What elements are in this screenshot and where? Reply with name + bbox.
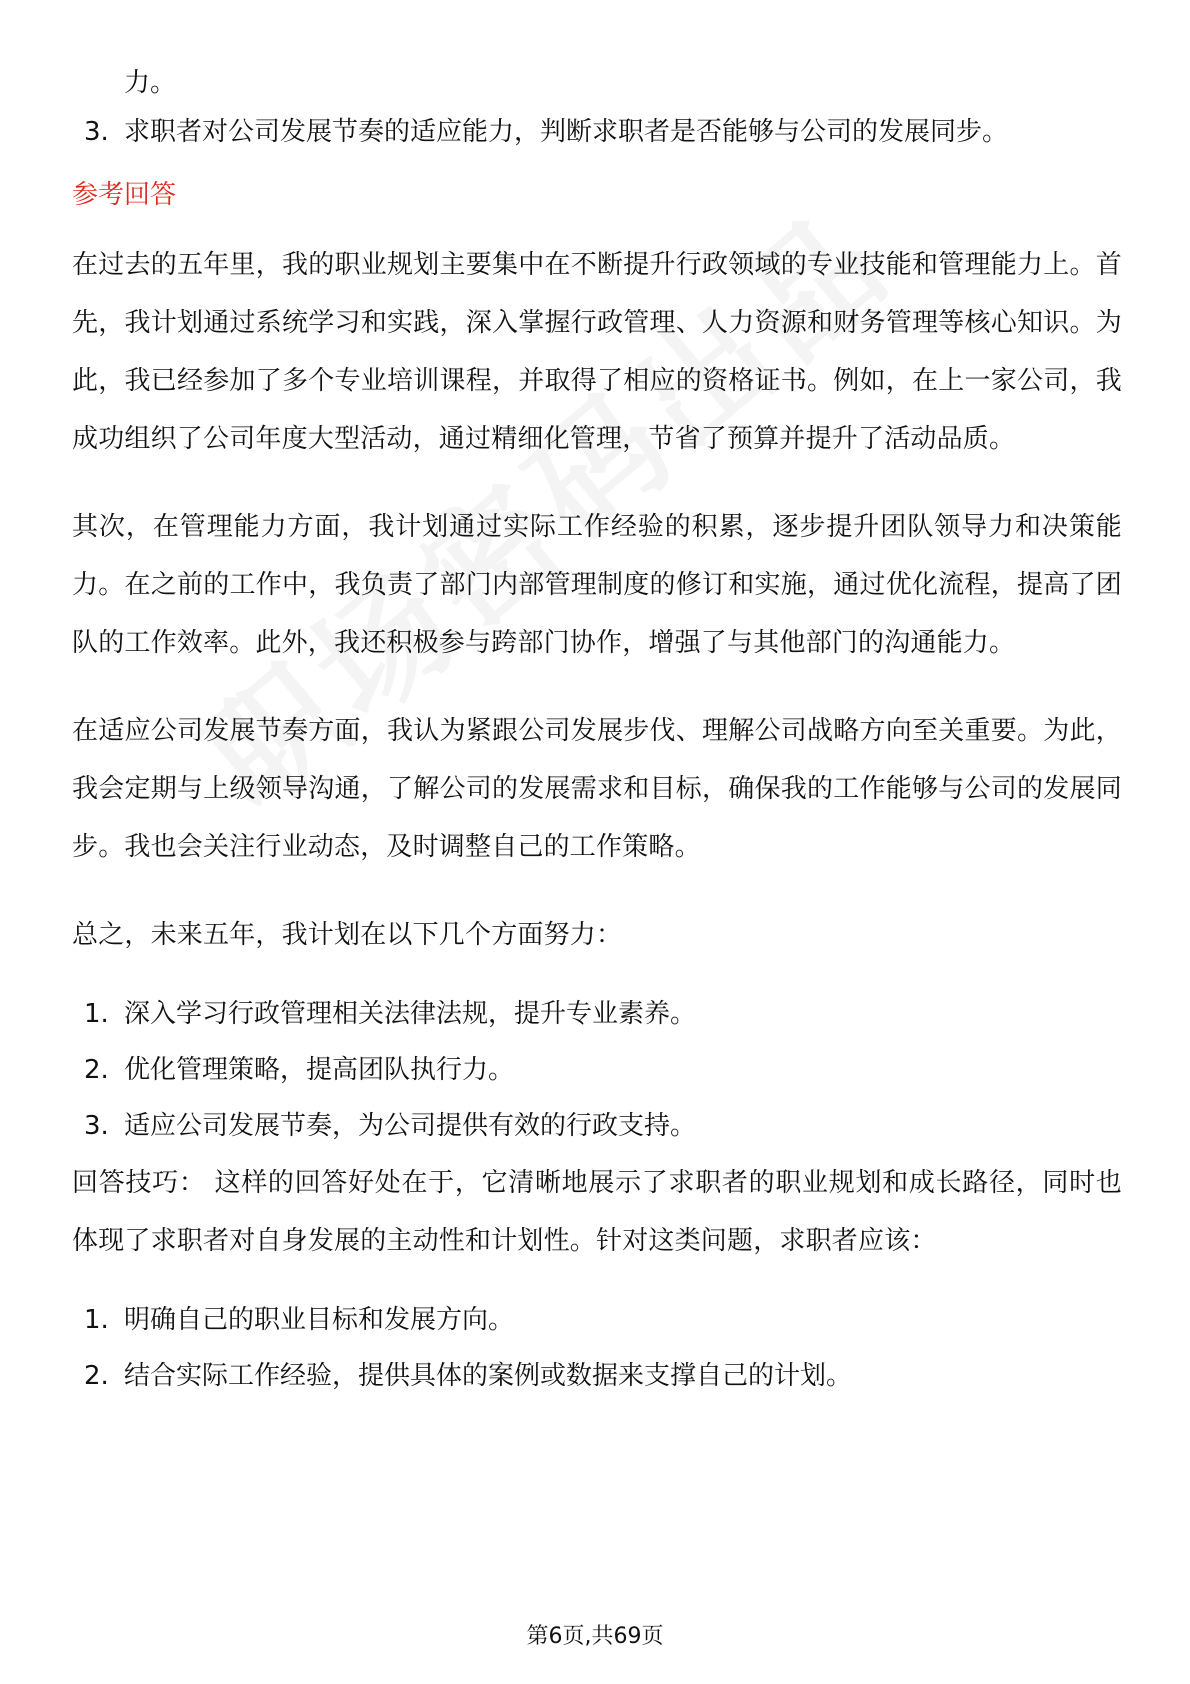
list-text: 明确自己的职业目标和发展方向。 [124,1305,515,1335]
list-item [72,1042,1122,1098]
answer-paragraph-3: 在适应公司发展节奏方面，我认为紧跟公司发展步伐、理解公司战略方向至关重要。为此，我会定期与上级领导沟通，了解公司的发展需求和目标，确保我的工作能够与公司的发展同步。我也会关注行业动态，及时调整自己的工作策略。 [72,716,1122,862]
page-content [72,62,1122,1404]
list-number: 3. [84,1111,109,1141]
answer-paragraph-2: 其次，在管理能力方面，我计划通过实际工作经验的积累，逐步提升团队领导力和决策能力。在之前的工作中，我负责了部门内部管理制度的修订和实施，通过优化流程，提高了团队的工作效率。此外，我还积极参与跨部门协作，增强了与其他部门的沟通能力。 [72,512,1122,658]
list-number: 2. [84,1055,109,1085]
list-text: 求职者对公司发展节奏的适应能力，判断求职者是否能够与公司的发展同步。 [124,117,1009,147]
list-item [72,986,1122,1042]
plan-list [72,986,1122,1154]
list-text: 深入学习行政管理相关法律法规，提升专业素养。 [124,999,697,1029]
answer-paragraph-4: 总之，未来五年，我计划在以下几个方面努力： [72,920,623,950]
page-number-footer: 第6页,共69页 [526,1624,664,1649]
list-text: 适应公司发展节奏，为公司提供有效的行政支持。 [124,1111,697,1141]
list-number: 2. [84,1361,109,1391]
tips-paragraph: 回答技巧： 这样的回答好处在于，它清晰地展示了求职者的职业规划和成长路径，同时也体现了求职者对自身发展的主动性和计划性。针对这类问题，求职者应该： [72,1168,1123,1256]
list-item [72,1292,1122,1348]
list-text: 结合实际工作经验，提供具体的案例或数据来支撑自己的计划。 [124,1361,853,1391]
section-title: 参考回答 [72,180,177,210]
list-text: 优化管理策略，提高团队执行力。 [124,1055,515,1085]
tips-list [72,1292,1122,1404]
list-number: 1. [84,999,109,1029]
list-number: 1. [84,1305,109,1335]
list-item [72,1098,1122,1154]
list-item [72,104,1122,160]
continuation-text: 力。 [124,68,177,98]
list-number: 3. [84,117,109,147]
list-item [72,1348,1122,1404]
evaluation-list [72,104,1122,160]
answer-paragraph-1: 在过去的五年里，我的职业规划主要集中在不断提升行政领域的专业技能和管理能力上。首先，我计划通过系统学习和实践，深入掌握行政管理、人力资源和财务管理等核心知识。为此，我已经参加了多个专业培训课程，并取得了相应的资格证书。例如，在上一家公司，我成功组织了公司年度大型活动，通过精细化管理，节省了预算并提升了活动品质。 [72,250,1122,454]
